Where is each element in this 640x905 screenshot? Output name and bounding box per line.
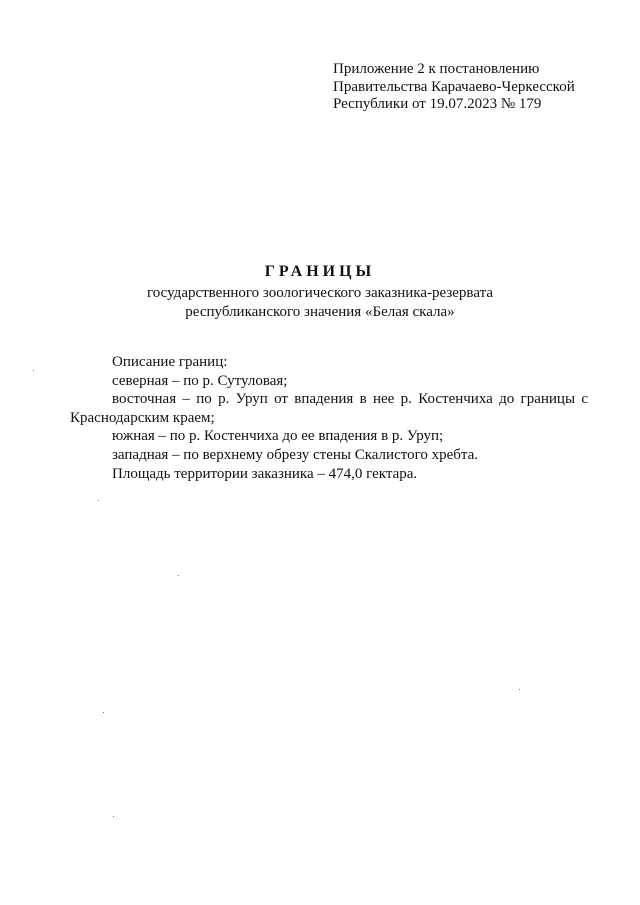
boundary-description	[70, 353, 588, 483]
appendix-line-1: Приложение 2 к постановлению	[333, 61, 540, 77]
scan-speck	[98, 500, 99, 501]
west-boundary: западная – по верхнему обрезу стены Скалистого хребта.	[112, 446, 479, 463]
scan-speck	[33, 370, 34, 371]
area-line: Площадь территории заказника – 474,0 гектара.	[112, 465, 418, 482]
appendix-line-3: Республики от 19.07.2023 № 179	[333, 96, 542, 112]
north-boundary: северная – по р. Сутуловая;	[112, 372, 288, 389]
appendix-note	[333, 61, 633, 114]
scan-speck	[113, 816, 114, 817]
east-boundary-part-2: Краснодарским краем;	[70, 409, 215, 426]
south-boundary: южная – по р. Костенчиха до ее впадения в р. Уруп;	[112, 428, 444, 445]
document-title: ГРАНИЦЫ	[264, 263, 376, 280]
scan-speck	[519, 689, 520, 690]
appendix-line-2: Правительства Карачаево-Черкесской	[333, 78, 575, 95]
intro-line: Описание границ:	[112, 354, 228, 370]
document-subtitle-line-2: республиканского значения «Белая скала»	[185, 304, 455, 320]
scan-speck	[178, 575, 179, 576]
east-boundary-part-1: восточная – по р. Уруп от впадения в нее р. Костенчиха до границы с	[112, 391, 588, 408]
scan-speck	[103, 712, 104, 713]
document-subtitle-line-1: государственного зоологического заказника-резервата	[147, 285, 493, 301]
